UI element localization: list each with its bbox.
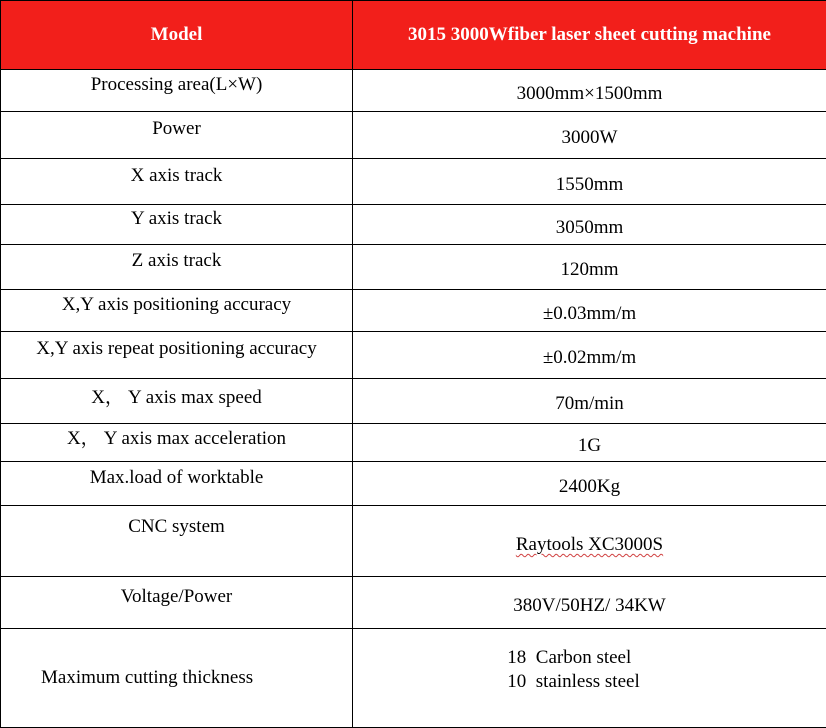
row-value-cell	[353, 70, 826, 112]
x-axis-track-value: 1550mm	[555, 173, 624, 195]
table-row	[1, 112, 826, 159]
row-label-cell	[1, 290, 353, 332]
carbon-steel-thickness: 18 Carbon steel	[507, 647, 632, 668]
voltage-power-value: 380V/50HZ/ 34KW	[513, 594, 666, 616]
row-label-cell	[1, 205, 353, 245]
max-load-value: 2400Kg	[558, 475, 621, 497]
row-label-cell	[1, 245, 353, 290]
row-label-cell	[1, 629, 353, 728]
z-axis-track-label: Z axis track	[131, 250, 222, 271]
row-value-cell	[353, 424, 826, 462]
row-label-cell	[1, 159, 353, 205]
row-label-cell	[1, 506, 353, 577]
row-label-cell	[1, 379, 353, 424]
row-value-cell	[353, 629, 826, 728]
stainless-steel-thickness: 10 stainless steel	[507, 671, 640, 692]
voltage-power-label: Voltage/Power	[120, 585, 233, 607]
table-row	[1, 629, 826, 728]
row-label-cell	[1, 577, 353, 629]
row-value-cell	[353, 577, 826, 629]
max-acceleration-value: 1G	[577, 434, 602, 456]
row-label-cell	[1, 332, 353, 379]
cnc-system-value: Raytools XC3000S	[515, 534, 664, 555]
row-value-cell	[353, 112, 826, 159]
power-label: Power	[152, 118, 201, 139]
positioning-accuracy-value: ±0.03mm/m	[542, 302, 637, 324]
row-value-cell	[353, 290, 826, 332]
table-row	[1, 332, 826, 379]
row-value-cell	[353, 332, 826, 379]
z-axis-track-value: 120mm	[560, 259, 619, 280]
table-row	[1, 424, 826, 462]
max-speed-value: 70m/min	[555, 393, 624, 414]
header-row	[1, 1, 826, 70]
table-row	[1, 205, 826, 245]
power-value: 3000W	[561, 127, 618, 148]
row-value-cell	[353, 379, 826, 424]
model-label-cell	[1, 1, 353, 70]
table-row	[1, 245, 826, 290]
cnc-system-label: CNC system	[128, 516, 225, 537]
table-row	[1, 290, 826, 332]
row-label-cell	[1, 462, 353, 506]
max-load-label: Max.load of worktable	[89, 466, 264, 488]
table-row	[1, 379, 826, 424]
x-axis-track-label: X axis track	[130, 164, 223, 186]
row-label-cell	[1, 424, 353, 462]
max-cutting-thickness-label: Maximum cutting thickness	[41, 667, 254, 688]
repeat-positioning-accuracy-value: ±0.02mm/m	[542, 347, 637, 368]
model-label: Model	[150, 24, 203, 45]
table-row	[1, 462, 826, 506]
model-value-cell	[353, 1, 826, 70]
row-value-cell	[353, 462, 826, 506]
max-acceleration-label: X， Y axis max acceleration	[66, 428, 287, 449]
row-value-cell	[353, 159, 826, 205]
max-cutting-thickness-values	[507, 646, 639, 694]
max-speed-label: X， Y axis max speed	[91, 386, 262, 408]
model-value: 3015 3000Wfiber laser sheet cutting machine	[408, 24, 771, 45]
row-label-cell	[1, 70, 353, 112]
row-value-cell	[353, 205, 826, 245]
repeat-positioning-accuracy-label: X,Y axis repeat positioning accuracy	[36, 338, 317, 359]
processing-area-label: Processing area(L×W)	[90, 73, 263, 95]
row-value-cell	[353, 506, 826, 577]
table-row	[1, 506, 826, 577]
positioning-accuracy-label: X,Y axis positioning accuracy	[61, 293, 292, 315]
table-row	[1, 577, 826, 629]
y-axis-track-value: 3050mm	[555, 216, 624, 238]
row-value-cell	[353, 245, 826, 290]
y-axis-track-label: Y axis track	[130, 207, 223, 229]
processing-area-value: 3000mm×1500mm	[516, 82, 663, 104]
table-row	[1, 159, 826, 205]
table-row	[1, 70, 826, 112]
row-label-cell	[1, 112, 353, 159]
